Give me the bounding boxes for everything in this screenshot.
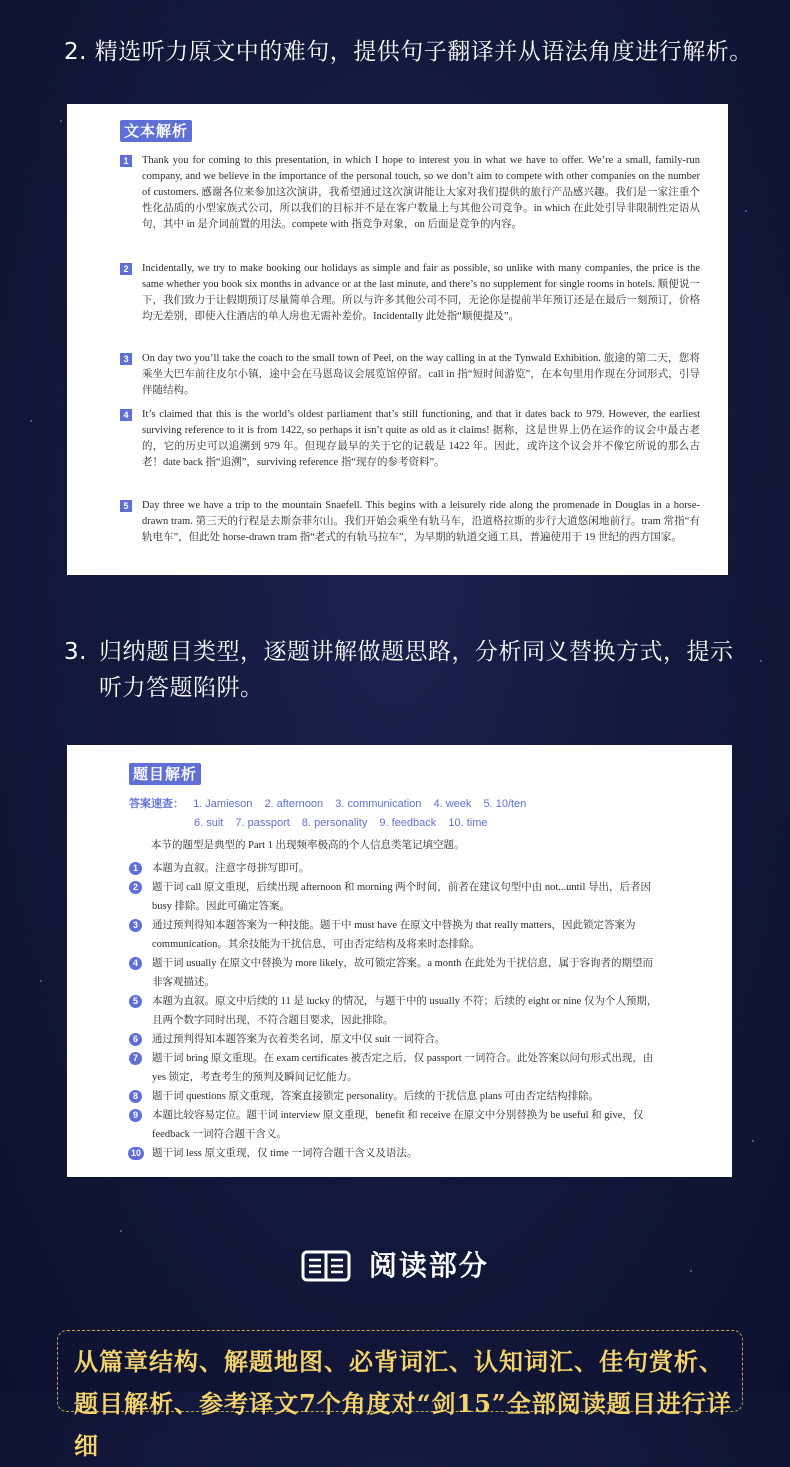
question-item [129,954,659,992]
answer-item: 7. passport [235,817,290,829]
item-number-badge: 2 [129,881,142,894]
question-item-text: 题干词 bring 原文重现。在 exam certificates 被否定之后，仅 passport 一词符合。此处答案以问句形式出现，由 yes 锁定，考查考生的预判及瞬间记忆能力。 [152,1053,654,1083]
question-item-text: 本题为直叙。原文中后续的 11 是 lucky 的情况，与题干中的 usually 不符；后续的 eight or nine 仅为个人预期，且两个数字同时出现，不符合题目要求，因此排除。 [152,996,658,1026]
answer-item: 5. 10/ten [483,798,527,810]
item-number-badge: 9 [129,1109,142,1122]
reading-description-box [57,1330,743,1460]
question-item [129,1106,659,1144]
answer-item: 3. communication [335,798,422,810]
answer-key [129,795,535,833]
reading-section-title [0,1243,790,1288]
answer-item: 9. feedback [379,817,437,829]
answer-item: 6. suit [194,817,224,829]
question-item-text: 通过预判得知本题答案为一种技能。题干中 must have 在原文中替换为 that really matters，因此锁定答案为 communication。其余技能为干扰信息，可由否定结构及将来时态排除。 [152,920,636,950]
question-item [129,916,659,954]
item-number-badge: 5 [120,500,132,512]
section3-heading-text: 归纳题目类型，逐题讲解做题思路，分析同义替换方式，提示听力答题陷阱。 [99,639,734,701]
answer-key-label: 答案速查： [129,798,184,810]
question-item [129,878,659,916]
item-number-badge: 3 [129,919,142,932]
analysis-item [120,498,700,546]
analysis-item-text: Day three we have a trip to the mountain Snaefell. This begins with a leisurely ride along the promenade in Douglas in a horse-drawn tram. 第三天的行程是去斯奈菲尔山。我们开始会乘坐有轨马车，沿道格拉斯的步行大道悠闲地前行。tram 常指“有轨电车”，但此处 horse-drawn tram 指“老式的有轨马拉车”，为早期的轨道交通工具，普遍使用于 19 世纪的西方国家。 [142,500,700,543]
question-item [129,992,659,1030]
book-icon [301,1250,351,1282]
item-number-badge: 7 [129,1052,142,1065]
text-analysis-panel [67,104,728,575]
answer-key-row [129,795,535,814]
item-number-badge: 5 [129,995,142,1008]
answer-item: 10. time [448,817,488,829]
item-number-badge: 8 [129,1090,142,1103]
answer-item: 1. Jamieson [193,798,253,810]
section2-heading: 2. 精选听力原文中的难句，提供句子翻译并从语法角度进行解析。 [64,39,753,65]
item-number-badge: 4 [129,957,142,970]
text-analysis-tag: 文本解析 [120,120,192,142]
item-number-badge: 6 [129,1033,142,1046]
question-item-text: 题干词 usually 在原文中替换为 more likely，故可锁定答案。a month 在此处为干扰信息，属于容询者的期望而非客观描述。 [152,958,654,988]
analysis-item-text: Thank you for coming to this presentation, in which I hope to interest you in what we have to offer. We’re a small, family-run company, and we believe in the importance of the personal touch, so we don’t aim to compete with other companies on the number of customers. 感谢各位来参加这次演讲，我希望通过这次演讲能让大家对我们提供的旅行产品感兴趣。我们是一家注重个性化品质的小型家族式公司，所以我们的目标并不是在客户数量上与其他公司竞争。in which 在此处引导非限制性定语从句，其中 in 是介词前置的用法。compete with 指竞争对象，on 后面是竞争的内容。 [142,155,700,230]
analysis-item [120,261,700,325]
item-number-badge: 1 [120,155,132,167]
question-item [129,859,659,878]
answer-item: 2. afternoon [264,798,324,810]
analysis-item [120,407,700,471]
analysis-item-text: On day two you’ll take the coach to the small town of Peel, on the way calling in at the Tynwald Exhibition. 旅途的第二天，您将乘坐大巴车前往皮尔小镇，途中会在马恩岛议会展览馆停留。call in 指“短时间游览”，在本句里用作现在分词形式，引导伴随结构。 [142,353,700,396]
item-number-badge: 2 [120,263,132,275]
analysis-item [120,153,700,233]
item-number-badge: 4 [120,409,132,421]
item-number-badge: 3 [120,353,132,365]
question-item [129,1049,659,1087]
question-item-text: 题干词 call 原文重现，后续出现 afternoon 和 morning 两个时间，前者在建议句型中由 not...until 导出，后者因 busy 排除。因此可确定答案。 [152,882,652,912]
question-item [129,1144,659,1163]
question-item-text: 通过预判得知本题答案为衣着类名词，原文中仅 suit 一词符合。 [152,1034,446,1045]
analysis-item [120,351,700,399]
question-item-text: 题干词 less 原文重现，仅 time 一词符合题干含义及语法。 [152,1148,418,1159]
analysis-item-text: Incidentally, we try to make booking our holidays as simple and fair as possible, so unlike with many companies, the price is the same whether you book six months in advance or at the last minute, and there’s no supplement for single rooms in hotels. 顺便说一下，我们致力于让假期预订尽量简单合理。所以与许多其他公司不同，无论你是提前半年预订还是在最后一刻预订，价格均无差别，即使入住酒店的单人房也无需补差价。Incidentally 此处指“顺便提及”。 [142,263,700,322]
section3-heading [64,634,744,706]
section3-number: 3. [64,639,87,665]
reading-description: 从篇章结构、解题地图、必背词汇、认知词汇、佳句赏析、题目解析、参考译文7个角度对“剑15”全部阅读题目进行详细 [74,1347,732,1460]
item-number-badge: 1 [129,862,142,875]
answer-item: 4. week [433,798,472,810]
question-item-text: 本题比较容易定位。题干词 interview 原文重现，benefit 和 receive 在原文中分别替换为 be useful 和 give，仅 feedback 一词符合题干含义。 [152,1110,644,1140]
item-number-badge: 10 [128,1147,144,1160]
question-analysis-panel [67,745,732,1177]
analysis-item-text: It’s claimed that this is the world’s oldest parliament that’s still functioning, and that it dates back to 979. However, the earliest surviving reference to it is from 1422, so perhaps it isn’t quite as old as it claims! 据称，这是世界上仍在运作的议会中最古老的，它的历史可以追溯到 979 年。但现存最早的关于它的记载是 1422 年。因此，或许这个议会并不像它所说的那么古老！date back 指“追溯”，surviving reference 指“现存的参考资料”。 [142,409,700,468]
question-type-intro: 本节的题型是典型的 Part 1 出现频率极高的个人信息类笔记填空题。 [151,840,465,851]
question-analysis-tag: 题目解析 [129,763,201,785]
answer-key-row [129,814,535,833]
question-item [129,1030,659,1049]
question-item-text: 题干词 questions 原文重现，答案直接锁定 personality。后续的干扰信息 plans 可由否定结构排除。 [152,1091,600,1102]
answer-item: 8. personality [301,817,368,829]
question-item-text: 本题为直叙。注意字母拼写即可。 [152,863,310,874]
question-item [129,1087,659,1106]
reading-section-label: 阅读部分 [368,1249,489,1282]
